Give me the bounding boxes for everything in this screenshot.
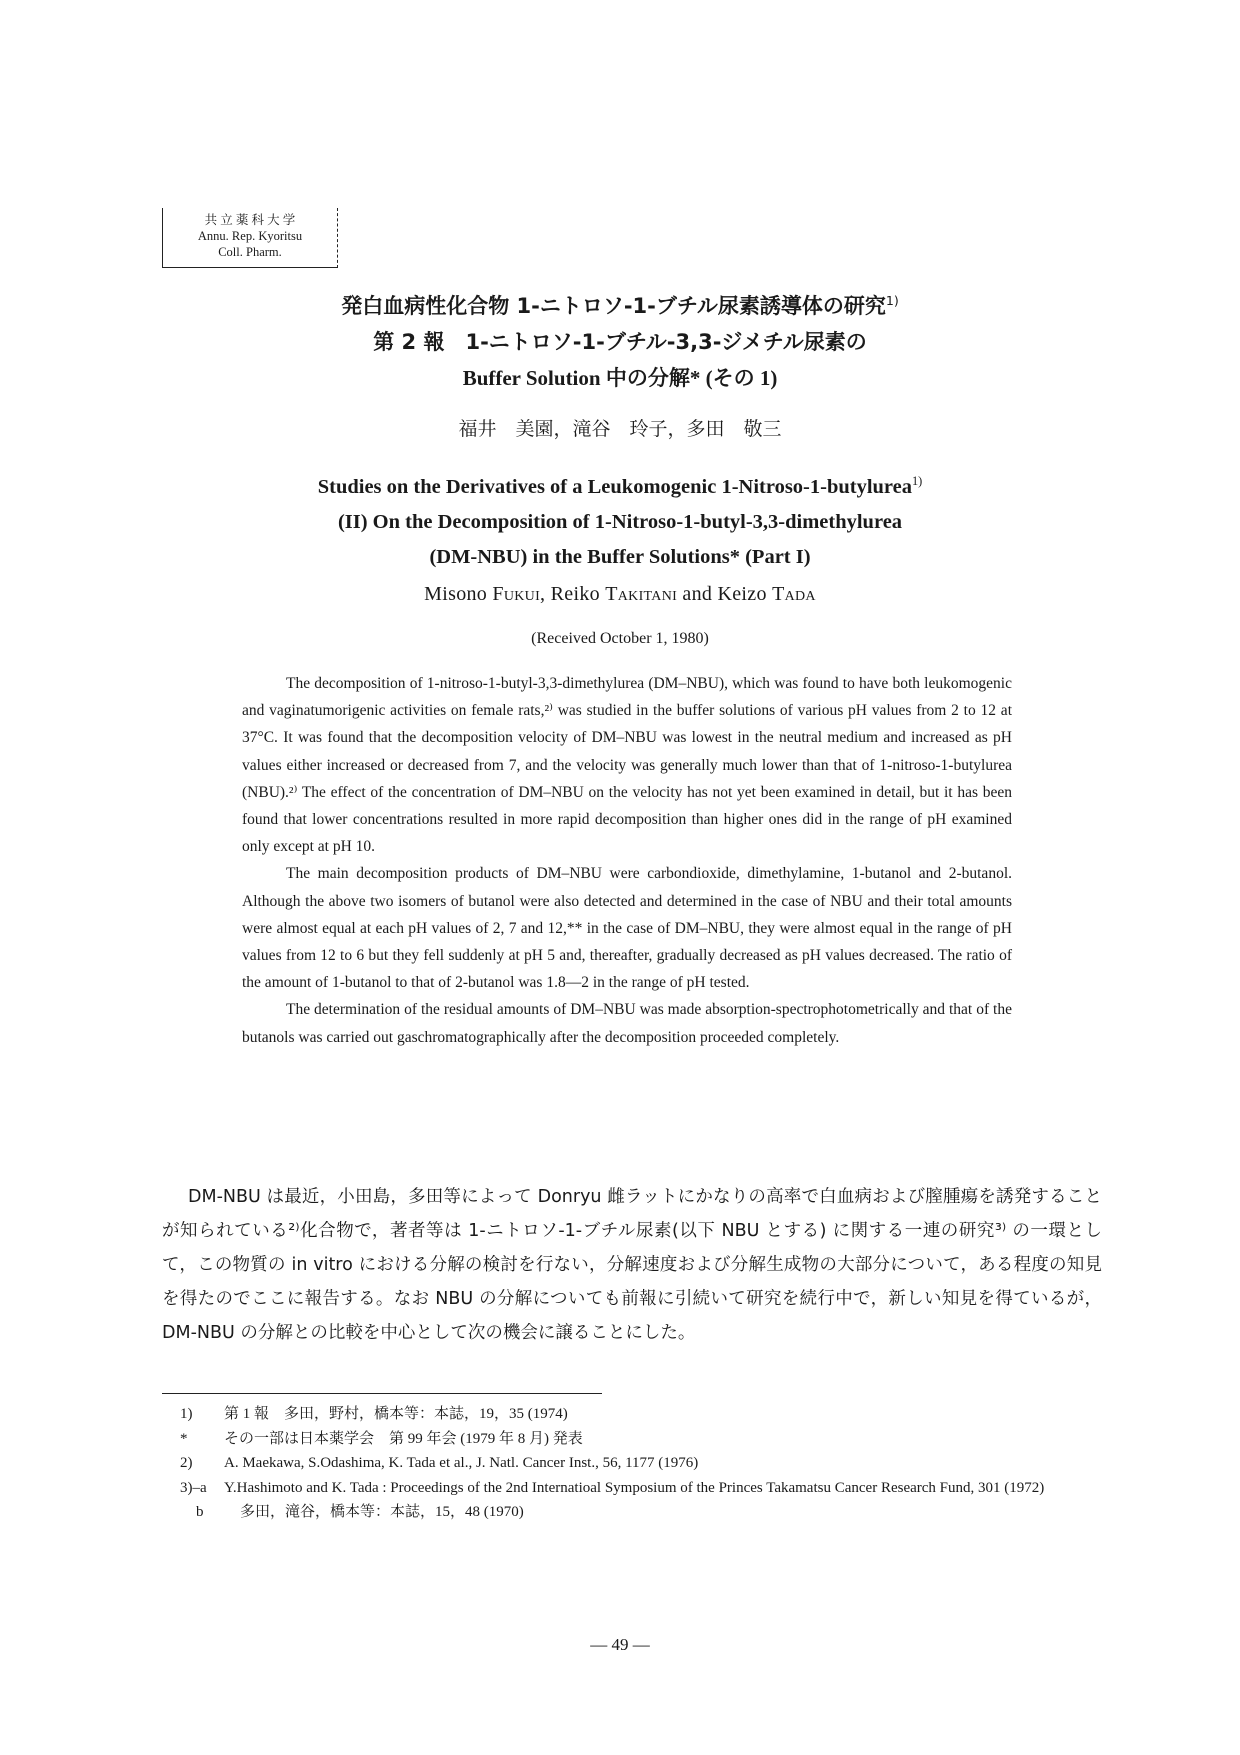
english-title-line-1: Studies on the Derivatives of a Leukomogenic 1-Nitroso-1-butylurea$^{1)}$ [317, 474, 923, 498]
footnote-item [180, 1427, 1120, 1452]
footnote-text: Y.Hashimoto and K. Tada : Proceedings of the 2nd Internatioal Symposium of the Princes Takamatsu Cancer Research Fund, 301 (1972) [224, 1479, 1045, 1496]
received-date: (Received October 1, 1980) [531, 630, 709, 647]
japanese-title-line-1: 発白血病性化合物 1-ニトロソ-1-ブチル尿素誘導体の研究$^{1)}$ [341, 293, 899, 318]
footnote-mark: 1) [180, 1406, 193, 1422]
english-title [0, 470, 1240, 575]
author-2-family: Takitani [605, 583, 678, 605]
abstract-paragraph-3: The determination of the residual amounts of DM–NBU was made absorption-spectrophotometrically and that of the butanols was carried out gaschromatographically after the decomposition proceeded completely. [242, 1001, 1012, 1046]
japanese-body-paragraph: DM-NBU は最近，小田島，多田等によって Donryu 雌ラットにかなりの高率で白血病および膣腫瘍を誘発することが知られている²⁾化合物で，著者等は 1-ニトロソ-1-ブチル尿素(以下 NBU とする) に関する一連の研究³⁾ の一環として，この物質の in vitro における分解の検討を行ない，分解速度および分解生成物の大部分について，ある程度の知見を得たのでここに報告する。なお NBU の分解についても前報に引続いて研究を続行中で，新しい知見を得ているが，DM-NBU の分解との比較を中心として次の機会に譲ることにした。 [162, 1187, 1102, 1343]
author-3-family: Tada [772, 583, 816, 605]
abstract [242, 670, 1012, 1051]
japanese-title [0, 288, 1240, 396]
title-en-footnote-ref[interactable]: 1) [912, 474, 923, 489]
english-title-line-3: (DM-NBU) in the Buffer Solutions* (Part I) [429, 546, 811, 568]
author-2-given: Reiko [550, 583, 600, 605]
footnote-text: その一部は日本薬学会 第 99 年会 (1979 年 8 月) 発表 [224, 1430, 583, 1447]
footnote-mark: b [196, 1504, 204, 1520]
author-conjunction: and [682, 583, 713, 605]
footnote-mark: 2) [180, 1455, 193, 1471]
footnotes [180, 1402, 1120, 1525]
author-1-given: Misono [424, 583, 488, 605]
abstract-paragraph-1: The decomposition of 1-nitroso-1-butyl-3,3-dimethylurea (DM–NBU), which was found to have both leukomogenic and vaginatumorigenic activities on female rats,²⁾ was studied in the buffer solutions of various pH values from 2 to 12 at 37°C. It was found that the decomposition velocity of DM–NBU was lowest in the neutral medium and increased as pH values either increased or decreased from 7, and the velocity was generally much lower than that of 1-nitroso-1-butylurea (NBU).²⁾ The effect of the concentration of DM–NBU on the velocity has not yet been examined in detail, but it has been found that lower concentrations resulted in more rapid decomposition than higher ones did in the range of pH examined only except at pH 10. [242, 675, 1012, 856]
footnote-item [180, 1402, 1120, 1427]
japanese-authors: 福井 美園，滝谷 玲子，多田 敬三 [458, 418, 782, 440]
footnote-text: 第 1 報 多田，野村，橋本等：本誌，19，35 (1974) [224, 1406, 568, 1422]
footnote-text: 多田，滝谷，橋本等：本誌，15，48 (1970) [240, 1504, 524, 1520]
english-title-line-2: (II) On the Decomposition of 1-Nitroso-1-butyl-3,3-dimethylurea [337, 511, 903, 533]
footnote-divider [162, 1393, 602, 1394]
footnote-item [180, 1476, 1120, 1501]
english-authors: Misono Fukui, Reiko Takitani and Keizo Tada [424, 583, 816, 605]
japanese-title-line-3: Buffer Solution 中の分解* (その 1) [462, 366, 778, 390]
footnote-mark: * [180, 1430, 188, 1447]
journal-label-box [162, 208, 338, 268]
journal-label-abbrev: Coll. Pharm. [218, 245, 282, 259]
japanese-title-line-2: 第 2 報 1-ニトロソ-1-ブチル-3,3-ジメチル尿素の [373, 330, 867, 354]
title-ja-footnote-ref[interactable]: 1) [885, 293, 899, 308]
author-3-given: Keizo [717, 583, 767, 605]
footnote-text: A. Maekawa, S.Odashima, K. Tada et al., J. Natl. Cancer Inst., 56, 1177 (1976) [224, 1455, 699, 1471]
page-number: — 49 — [590, 1635, 650, 1654]
journal-label-ja: 共 立 薬 科 大 学 [204, 213, 296, 227]
footnote-item [180, 1500, 1120, 1525]
journal-label-en: Annu. Rep. Kyoritsu [197, 229, 303, 243]
japanese-body [162, 1180, 1102, 1350]
footnote-mark: 3)–a [180, 1479, 207, 1496]
footnote-item [180, 1451, 1120, 1476]
abstract-paragraph-2: The main decomposition products of DM–NBU were carbondioxide, dimethylamine, 1-butanol and 2-butanol. Although the above two isomers of butanol were also detected and determined in the case of NBU and their total amounts were almost equal at each pH values of 2, 7 and 12,** in the case of DM–NBU, they were almost equal in the range of pH values from 12 to 6 but they fell suddenly at pH 5 and, thereafter, gradually decreased as pH values decreased. The ratio of the amount of 1-butanol to that of 2-butanol was 1.8—2 in the range of pH tested. [242, 865, 1012, 992]
author-1-family: Fukui [492, 583, 541, 605]
